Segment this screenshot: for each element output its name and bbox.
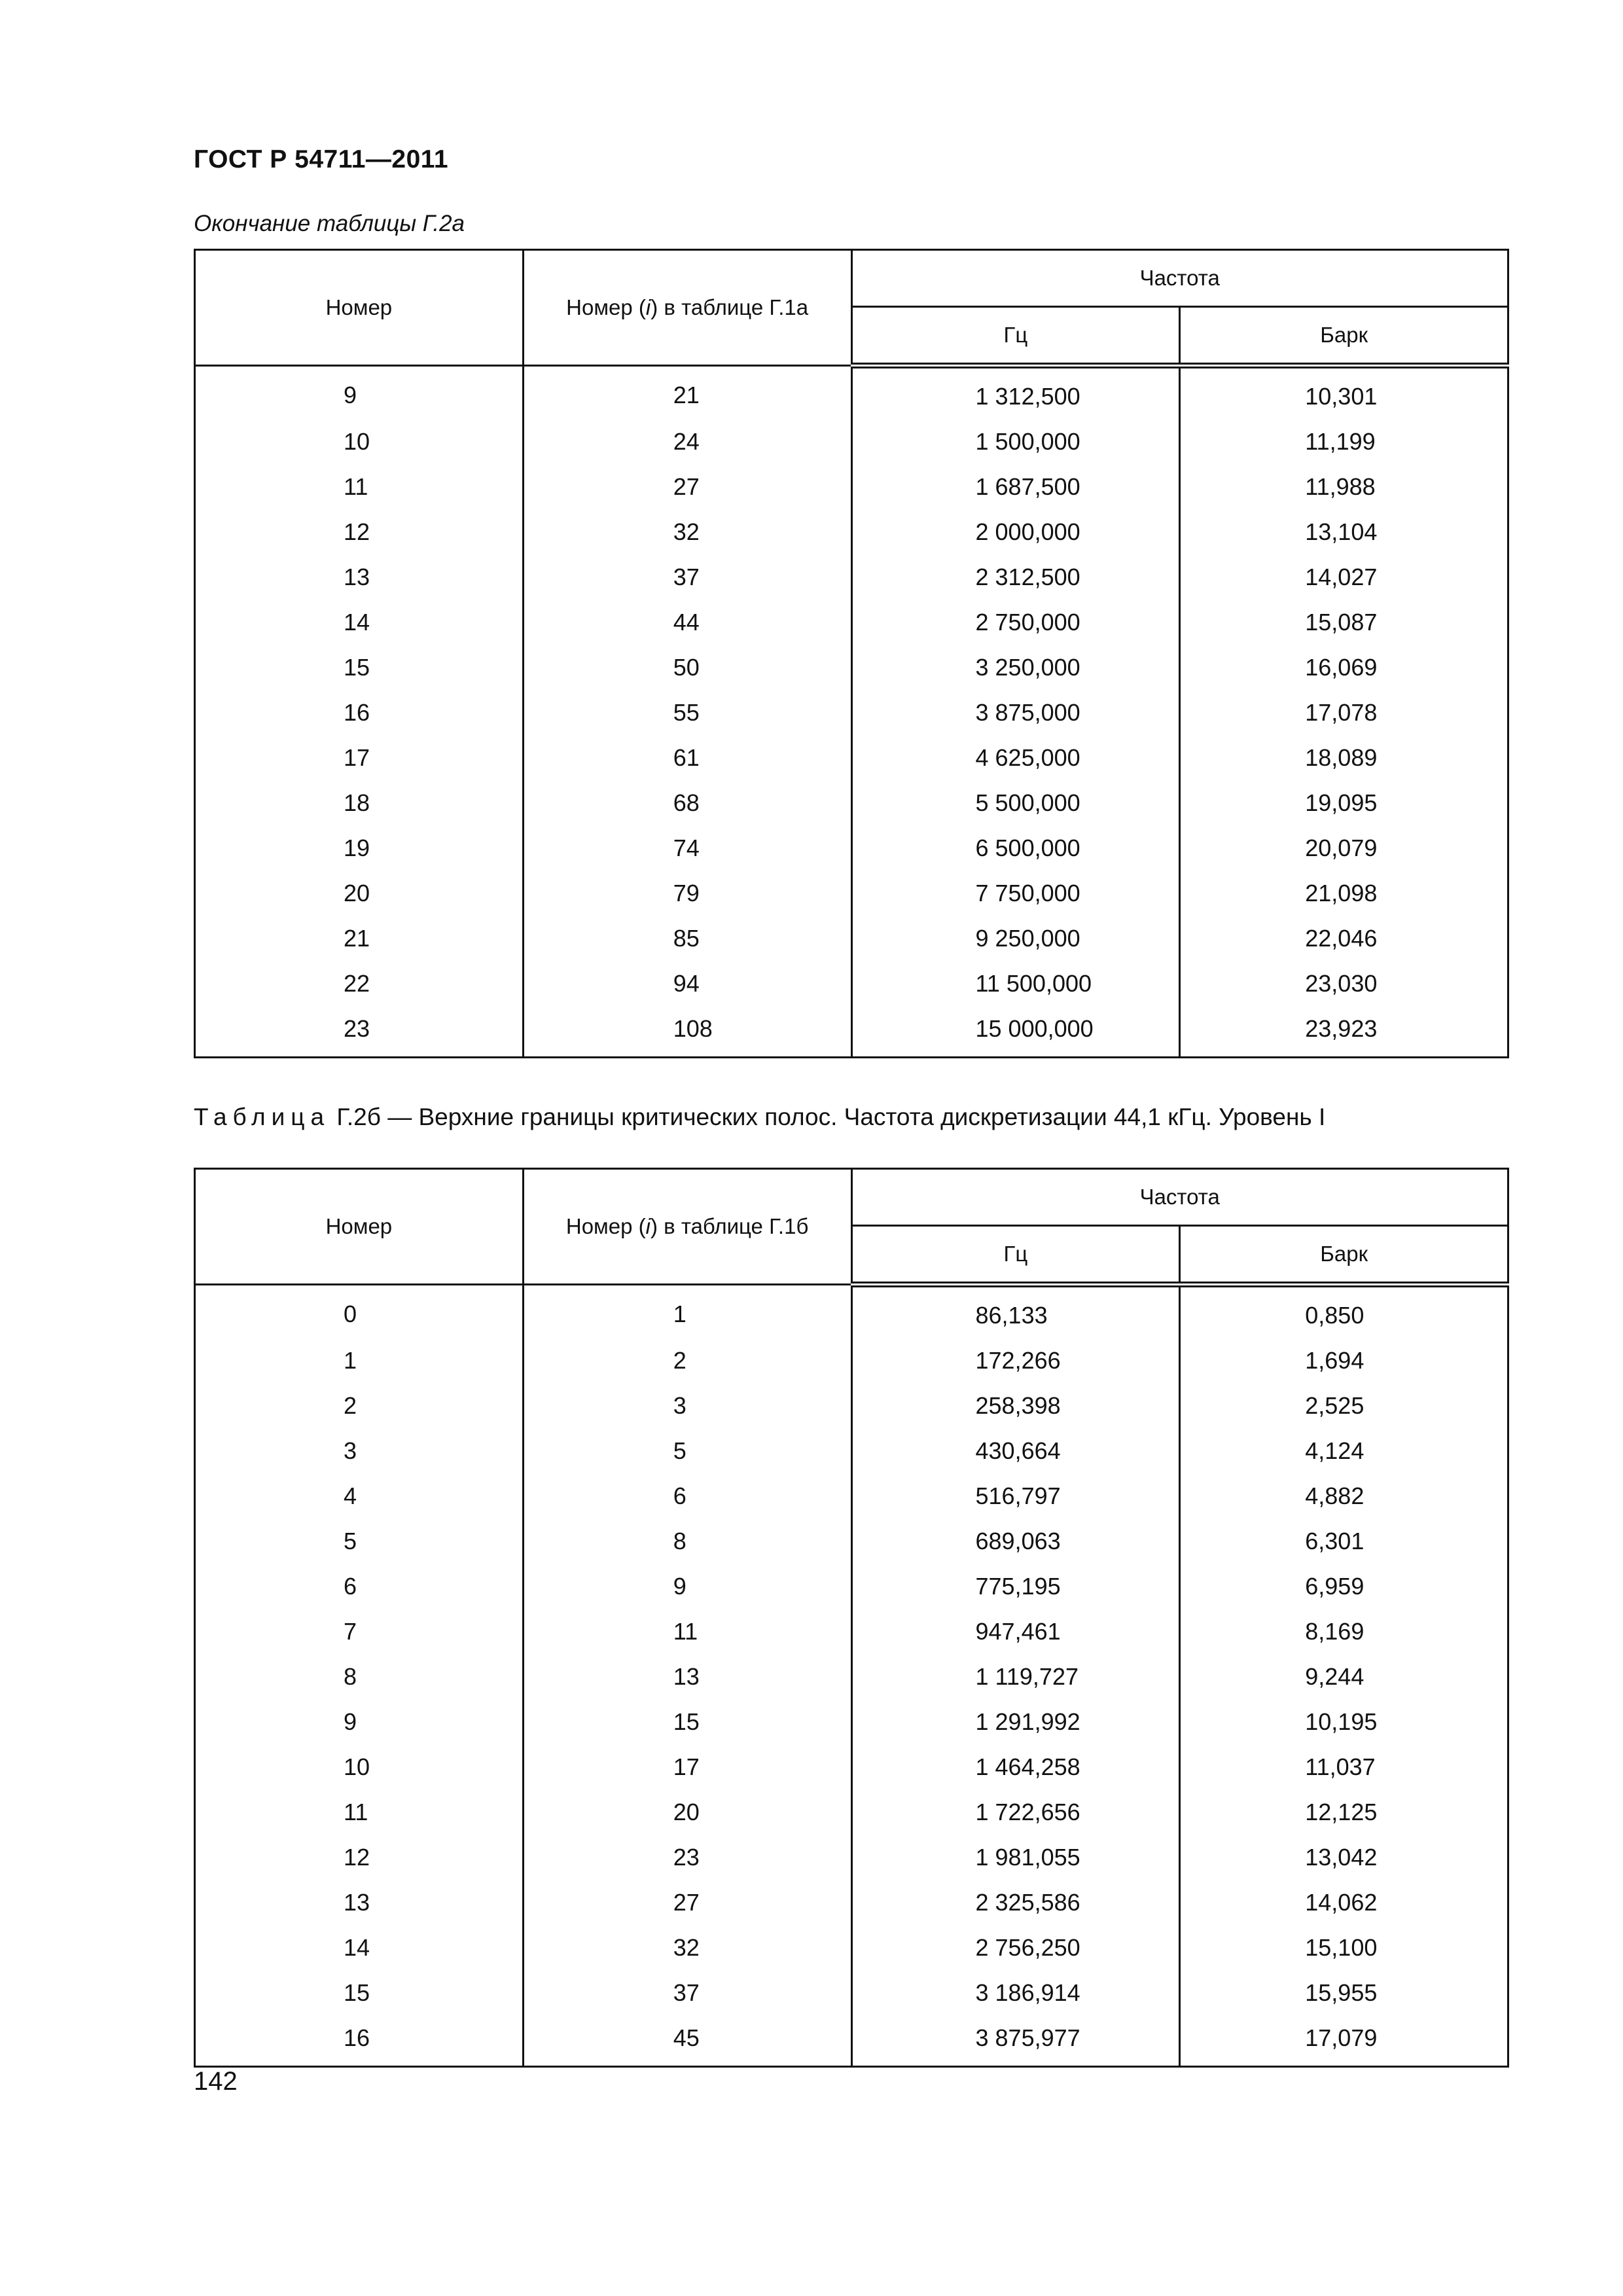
table-row <box>195 825 1508 870</box>
cell-number: 3 <box>195 1428 524 1473</box>
cell-index: 17 <box>523 1744 851 1789</box>
cell-number: 10 <box>195 419 524 464</box>
column-header-frequency: Частота <box>851 250 1508 307</box>
column-header-frequency: Частота <box>851 1169 1508 1226</box>
cell-index: 27 <box>523 1880 851 1925</box>
cell-index: 8 <box>523 1518 851 1564</box>
cell-hz: 5 500,000 <box>851 780 1180 825</box>
cell-hz: 1 722,656 <box>851 1789 1180 1835</box>
table-body <box>195 366 1508 1058</box>
cell-index: 1 <box>523 1285 851 1338</box>
cell-hz: 2 312,500 <box>851 554 1180 600</box>
cell-bark: 6,301 <box>1180 1518 1508 1564</box>
cell-number: 6 <box>195 1564 524 1609</box>
cell-bark: 14,027 <box>1180 554 1508 600</box>
table-row <box>195 1744 1508 1789</box>
cell-index: 61 <box>523 735 851 780</box>
cell-number: 16 <box>195 2015 524 2067</box>
cell-hz: 7 750,000 <box>851 870 1180 916</box>
cell-hz: 258,398 <box>851 1383 1180 1428</box>
cell-bark: 2,525 <box>1180 1383 1508 1428</box>
cell-number: 7 <box>195 1609 524 1654</box>
cell-index: 6 <box>523 1473 851 1518</box>
table-row <box>195 645 1508 690</box>
cell-hz: 1 291,992 <box>851 1699 1180 1744</box>
cell-index: 21 <box>523 366 851 420</box>
cell-index: 13 <box>523 1654 851 1699</box>
cell-bark: 23,923 <box>1180 1006 1508 1058</box>
cell-bark: 9,244 <box>1180 1654 1508 1699</box>
cell-bark: 11,988 <box>1180 464 1508 509</box>
cell-bark: 15,100 <box>1180 1925 1508 1970</box>
cell-bark: 16,069 <box>1180 645 1508 690</box>
cell-bark: 21,098 <box>1180 870 1508 916</box>
table-body <box>195 1285 1508 2067</box>
table-row <box>195 1006 1508 1058</box>
cell-bark: 20,079 <box>1180 825 1508 870</box>
cell-number: 9 <box>195 1699 524 1744</box>
cell-bark: 18,089 <box>1180 735 1508 780</box>
table-row <box>195 1789 1508 1835</box>
critical-bands-table-g2a <box>194 249 1509 1058</box>
cell-hz: 1 464,258 <box>851 1744 1180 1789</box>
cell-index: 11 <box>523 1609 851 1654</box>
table-row <box>195 961 1508 1006</box>
table-row <box>195 780 1508 825</box>
cell-number: 13 <box>195 554 524 600</box>
cell-bark: 13,042 <box>1180 1835 1508 1880</box>
cell-index: 94 <box>523 961 851 1006</box>
cell-hz: 11 500,000 <box>851 961 1180 1006</box>
cell-index: 32 <box>523 1925 851 1970</box>
column-header-number: Номер <box>195 250 524 366</box>
column-header-index: Номер (i) в таблице Г.1а <box>523 250 851 366</box>
cell-bark: 19,095 <box>1180 780 1508 825</box>
cell-index: 68 <box>523 780 851 825</box>
table-row <box>195 1518 1508 1564</box>
cell-index: 55 <box>523 690 851 735</box>
table-continuation-label: Окончание таблицы Г.2а <box>194 211 465 236</box>
cell-hz: 1 981,055 <box>851 1835 1180 1880</box>
cell-hz: 3 875,000 <box>851 690 1180 735</box>
cell-hz: 1 500,000 <box>851 419 1180 464</box>
cell-bark: 22,046 <box>1180 916 1508 961</box>
cell-number: 23 <box>195 1006 524 1058</box>
table-row <box>195 690 1508 735</box>
cell-bark: 6,959 <box>1180 1564 1508 1609</box>
table-row <box>195 1428 1508 1473</box>
cell-bark: 10,195 <box>1180 1699 1508 1744</box>
cell-hz: 3 250,000 <box>851 645 1180 690</box>
cell-number: 11 <box>195 1789 524 1835</box>
cell-index: 108 <box>523 1006 851 1058</box>
cell-index: 2 <box>523 1338 851 1383</box>
cell-number: 15 <box>195 645 524 690</box>
cell-bark: 4,124 <box>1180 1428 1508 1473</box>
cell-index: 44 <box>523 600 851 645</box>
cell-index: 37 <box>523 1970 851 2015</box>
table-row <box>195 464 1508 509</box>
table-row <box>195 1880 1508 1925</box>
table-row <box>195 1699 1508 1744</box>
cell-hz: 2 000,000 <box>851 509 1180 554</box>
cell-index: 45 <box>523 2015 851 2067</box>
cell-bark: 11,199 <box>1180 419 1508 464</box>
cell-hz: 947,461 <box>851 1609 1180 1654</box>
cell-index: 37 <box>523 554 851 600</box>
table-row <box>195 1473 1508 1518</box>
cell-bark: 11,037 <box>1180 1744 1508 1789</box>
column-header-hz: Гц <box>851 307 1180 366</box>
column-header-bark: Барк <box>1180 307 1508 366</box>
cell-hz: 4 625,000 <box>851 735 1180 780</box>
cell-number: 21 <box>195 916 524 961</box>
cell-index: 9 <box>523 1564 851 1609</box>
cell-hz: 172,266 <box>851 1338 1180 1383</box>
table-row <box>195 600 1508 645</box>
cell-number: 15 <box>195 1970 524 2015</box>
cell-number: 11 <box>195 464 524 509</box>
cell-hz: 3 186,914 <box>851 1970 1180 2015</box>
cell-bark: 17,078 <box>1180 690 1508 735</box>
cell-bark: 23,030 <box>1180 961 1508 1006</box>
cell-number: 18 <box>195 780 524 825</box>
table-row <box>195 419 1508 464</box>
cell-number: 1 <box>195 1338 524 1383</box>
cell-hz: 2 756,250 <box>851 1925 1180 1970</box>
cell-index: 3 <box>523 1383 851 1428</box>
table-caption: Таблица Г.2б — Верхние границы критических полос. Частота дискретизации 44,1 кГц. Уровень I <box>194 1103 1326 1130</box>
cell-index: 50 <box>523 645 851 690</box>
table-row <box>195 554 1508 600</box>
cell-number: 5 <box>195 1518 524 1564</box>
column-header-bark: Барк <box>1180 1226 1508 1285</box>
table-row <box>195 1383 1508 1428</box>
table-row <box>195 916 1508 961</box>
table-row <box>195 2015 1508 2067</box>
cell-hz: 3 875,977 <box>851 2015 1180 2067</box>
cell-hz: 1 312,500 <box>851 366 1180 420</box>
cell-bark: 10,301 <box>1180 366 1508 420</box>
cell-hz: 15 000,000 <box>851 1006 1180 1058</box>
cell-bark: 13,104 <box>1180 509 1508 554</box>
cell-number: 22 <box>195 961 524 1006</box>
cell-hz: 2 750,000 <box>851 600 1180 645</box>
cell-number: 0 <box>195 1285 524 1338</box>
cell-number: 2 <box>195 1383 524 1428</box>
cell-bark: 14,062 <box>1180 1880 1508 1925</box>
cell-number: 8 <box>195 1654 524 1699</box>
cell-hz: 9 250,000 <box>851 916 1180 961</box>
table-row <box>195 1654 1508 1699</box>
cell-bark: 12,125 <box>1180 1789 1508 1835</box>
cell-number: 14 <box>195 1925 524 1970</box>
cell-number: 12 <box>195 1835 524 1880</box>
cell-index: 5 <box>523 1428 851 1473</box>
cell-number: 20 <box>195 870 524 916</box>
cell-index: 85 <box>523 916 851 961</box>
cell-hz: 2 325,586 <box>851 1880 1180 1925</box>
table-row <box>195 1609 1508 1654</box>
cell-index: 74 <box>523 825 851 870</box>
cell-index: 24 <box>523 419 851 464</box>
table-row <box>195 1285 1508 1338</box>
cell-hz: 516,797 <box>851 1473 1180 1518</box>
cell-index: 32 <box>523 509 851 554</box>
cell-bark: 15,955 <box>1180 1970 1508 2015</box>
cell-bark: 8,169 <box>1180 1609 1508 1654</box>
table-row <box>195 509 1508 554</box>
cell-hz: 6 500,000 <box>851 825 1180 870</box>
cell-number: 9 <box>195 366 524 420</box>
cell-index: 20 <box>523 1789 851 1835</box>
cell-bark: 1,694 <box>1180 1338 1508 1383</box>
cell-bark: 4,882 <box>1180 1473 1508 1518</box>
table-row <box>195 1338 1508 1383</box>
cell-hz: 86,133 <box>851 1285 1180 1338</box>
table-row <box>195 735 1508 780</box>
cell-number: 19 <box>195 825 524 870</box>
table-row <box>195 870 1508 916</box>
table-row <box>195 1835 1508 1880</box>
cell-number: 16 <box>195 690 524 735</box>
cell-index: 79 <box>523 870 851 916</box>
cell-hz: 430,664 <box>851 1428 1180 1473</box>
document-header: ГОСТ Р 54711—2011 <box>194 145 449 173</box>
cell-hz: 689,063 <box>851 1518 1180 1564</box>
cell-hz: 1 687,500 <box>851 464 1180 509</box>
cell-bark: 17,079 <box>1180 2015 1508 2067</box>
column-header-hz: Гц <box>851 1226 1180 1285</box>
cell-hz: 775,195 <box>851 1564 1180 1609</box>
table-row <box>195 1925 1508 1970</box>
cell-hz: 1 119,727 <box>851 1654 1180 1699</box>
table-row <box>195 1564 1508 1609</box>
cell-bark: 0,850 <box>1180 1285 1508 1338</box>
column-header-number: Номер <box>195 1169 524 1285</box>
cell-number: 4 <box>195 1473 524 1518</box>
column-header-index: Номер (i) в таблице Г.1б <box>523 1169 851 1285</box>
table-row <box>195 1970 1508 2015</box>
table-row <box>195 366 1508 420</box>
cell-number: 10 <box>195 1744 524 1789</box>
cell-number: 17 <box>195 735 524 780</box>
cell-index: 23 <box>523 1835 851 1880</box>
cell-number: 12 <box>195 509 524 554</box>
critical-bands-table-g2b <box>194 1168 1509 2068</box>
cell-bark: 15,087 <box>1180 600 1508 645</box>
cell-index: 27 <box>523 464 851 509</box>
page-number: 142 <box>194 2067 238 2096</box>
cell-number: 13 <box>195 1880 524 1925</box>
cell-index: 15 <box>523 1699 851 1744</box>
cell-number: 14 <box>195 600 524 645</box>
